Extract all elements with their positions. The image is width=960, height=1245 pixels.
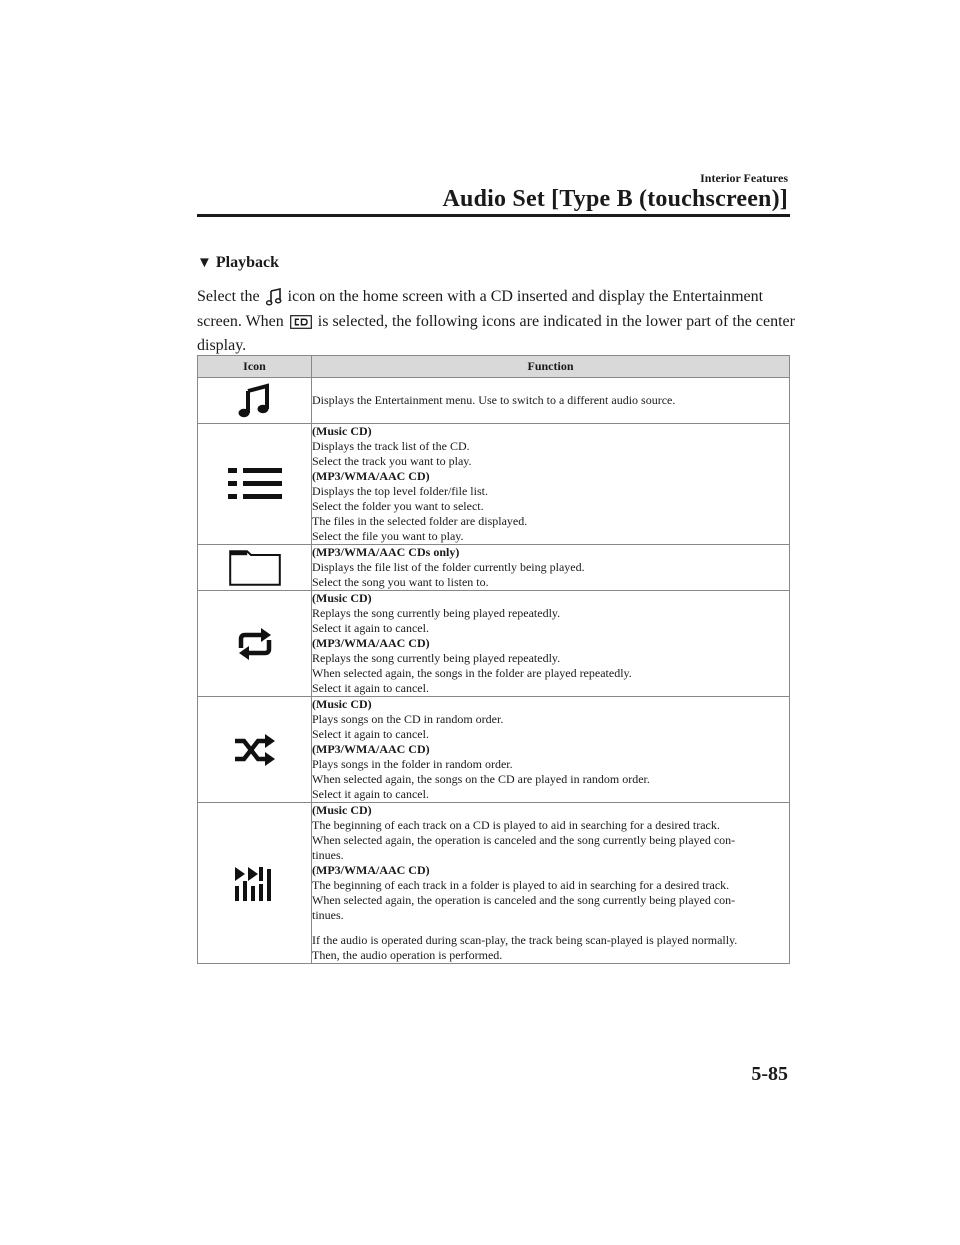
icon-cell bbox=[198, 378, 312, 424]
cd-type-label: (MP3/WMA/AAC CD) bbox=[312, 469, 430, 483]
function-text: Displays the file list of the folder currently being played. bbox=[312, 560, 585, 574]
function-text: Displays the Entertainment menu. Use to switch to a different audio source. bbox=[312, 393, 676, 407]
function-text: Replays the song currently being played repeatedly. bbox=[312, 651, 561, 665]
function-text: Plays songs in the folder in random order. bbox=[312, 757, 513, 771]
function-text: Select it again to cancel. bbox=[312, 787, 429, 801]
function-text: When selected again, the songs in the folder are played repeatedly. bbox=[312, 666, 632, 680]
cd-type-label: (Music CD) bbox=[312, 697, 372, 711]
function-cell bbox=[312, 803, 790, 964]
table-row bbox=[198, 424, 790, 545]
cd-type-label: (MP3/WMA/AAC CDs only) bbox=[312, 545, 460, 559]
function-text: tinues. bbox=[312, 848, 344, 862]
function-cell bbox=[312, 378, 790, 424]
list-icon bbox=[228, 466, 282, 502]
function-cell bbox=[312, 545, 790, 591]
music-note-icon bbox=[266, 288, 282, 306]
function-cell bbox=[312, 424, 790, 545]
function-text: Select the file you want to play. bbox=[312, 529, 464, 543]
function-text: Select the track you want to play. bbox=[312, 454, 472, 468]
icon-cell bbox=[198, 424, 312, 545]
function-text: The beginning of each track in a folder is played to aid in searching for a desired track. bbox=[312, 878, 730, 892]
intro-text-3: is selected, the following icons are indicated in the lower part of the center display. bbox=[197, 312, 795, 354]
function-text: Then, the audio operation is performed. bbox=[312, 948, 503, 962]
table-row bbox=[198, 803, 790, 964]
header-divider bbox=[197, 214, 790, 217]
shuffle-icon bbox=[234, 733, 276, 767]
function-text: Displays the top level folder/file list. bbox=[312, 484, 488, 498]
function-text: When selected again, the songs on the CD are played in random order. bbox=[312, 772, 650, 786]
function-text: The beginning of each track on a CD is played to aid in searching for a desired track. bbox=[312, 818, 720, 832]
function-text bbox=[312, 923, 789, 933]
cd-type-label: (Music CD) bbox=[312, 803, 372, 817]
function-text: Displays the track list of the CD. bbox=[312, 439, 470, 453]
intro-text-2: icon on the home screen with a CD inserted and display the Entertainment screen. When bbox=[197, 288, 764, 330]
cd-type-label: (MP3/WMA/AAC CD) bbox=[312, 863, 430, 877]
icon-function-table bbox=[197, 355, 790, 964]
table-row bbox=[198, 697, 790, 803]
cd-type-label: (MP3/WMA/AAC CD) bbox=[312, 742, 430, 756]
table-header-row bbox=[198, 356, 790, 378]
page-number: 5-85 bbox=[751, 1063, 788, 1085]
folder-icon bbox=[229, 550, 281, 586]
function-text: Select the song you want to listen to. bbox=[312, 575, 489, 589]
table-row bbox=[198, 591, 790, 697]
cd-type-label: (MP3/WMA/AAC CD) bbox=[312, 636, 430, 650]
scan-icon bbox=[234, 864, 276, 902]
function-text: Select the folder you want to select. bbox=[312, 499, 484, 513]
table-row bbox=[198, 545, 790, 591]
function-text: Select it again to cancel. bbox=[312, 681, 429, 695]
function-text: tinues. bbox=[312, 908, 344, 922]
function-cell bbox=[312, 591, 790, 697]
repeat-icon bbox=[235, 626, 275, 662]
function-column-header: Function bbox=[312, 356, 790, 378]
triangle-marker-icon: ▼ bbox=[197, 254, 212, 271]
function-text: When selected again, the operation is canceled and the song currently being played con- bbox=[312, 893, 736, 907]
function-text: If the audio is operated during scan-play, the track being scan-played is played normally. bbox=[312, 933, 738, 947]
intro-paragraph bbox=[197, 285, 797, 359]
page-title: Audio Set [Type B (touchscreen)] bbox=[442, 186, 788, 212]
function-text: Select it again to cancel. bbox=[312, 621, 429, 635]
section-label: Interior Features bbox=[700, 171, 788, 185]
icon-cell bbox=[198, 591, 312, 697]
function-text: The files in the selected folder are displayed. bbox=[312, 514, 528, 528]
music-note-icon bbox=[237, 383, 273, 419]
table-row bbox=[198, 378, 790, 424]
section-heading-text: Playback bbox=[215, 254, 279, 271]
function-text: Select it again to cancel. bbox=[312, 727, 429, 741]
function-cell bbox=[312, 697, 790, 803]
section-heading bbox=[197, 254, 279, 272]
icon-cell bbox=[198, 803, 312, 964]
icon-cell bbox=[198, 697, 312, 803]
cd-type-label: (Music CD) bbox=[312, 424, 372, 438]
cd-icon bbox=[290, 315, 312, 329]
icon-column-header: Icon bbox=[198, 356, 312, 378]
intro-text-1: Select the bbox=[197, 288, 260, 305]
icon-cell bbox=[198, 545, 312, 591]
function-text: When selected again, the operation is canceled and the song currently being played con- bbox=[312, 833, 736, 847]
function-text: Replays the song currently being played repeatedly. bbox=[312, 606, 561, 620]
function-text: Plays songs on the CD in random order. bbox=[312, 712, 504, 726]
cd-type-label: (Music CD) bbox=[312, 591, 372, 605]
